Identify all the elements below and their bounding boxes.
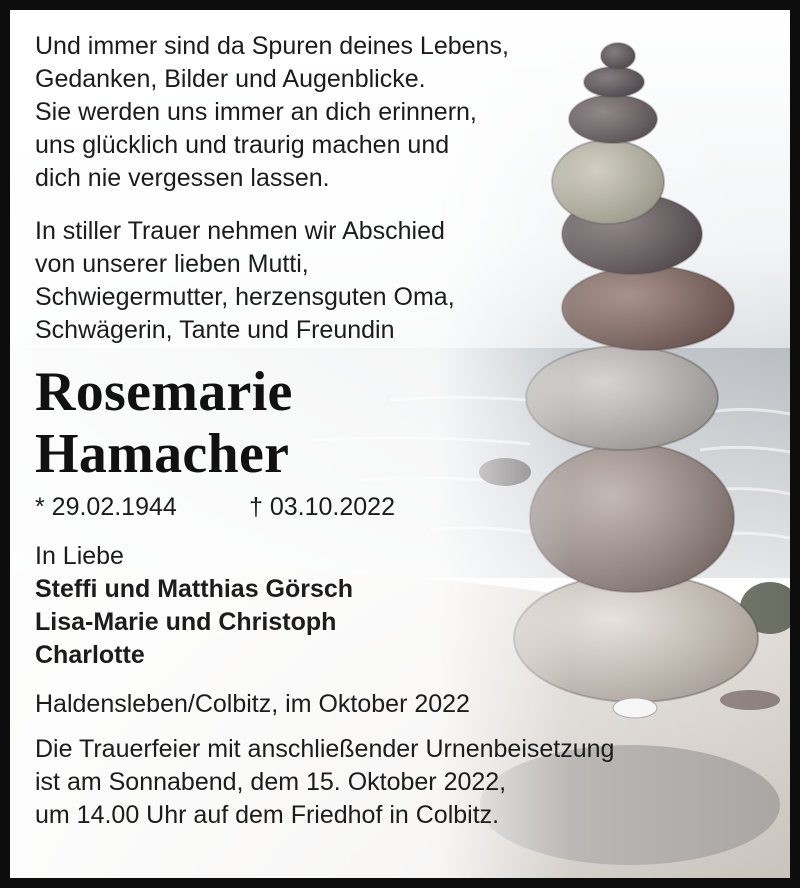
intro-line: von unserer lieben Mutti, — [35, 250, 309, 278]
deceased-name — [35, 361, 755, 485]
poem-line: dich nie vergessen lassen. — [35, 164, 330, 192]
poem-line: Sie werden uns immer an dich erinnern, — [35, 98, 477, 126]
family-intro: In Liebe — [35, 542, 124, 570]
death-date: † 03.10.2022 — [249, 493, 395, 521]
service-line: ist am Sonnabend, dem 15. Oktober 2022, — [35, 768, 507, 796]
intro-line: Schwägerin, Tante und Freundin — [35, 316, 395, 344]
service-line: Die Trauerfeier mit anschließender Urnenbeisetzung — [35, 735, 615, 763]
family-member: Lisa-Marie und Christoph — [35, 608, 337, 636]
place-date-line: Haldensleben/Colbitz, im Oktober 2022 — [35, 690, 470, 718]
last-name: Hamacher — [35, 423, 290, 485]
poem-line: Gedanken, Bilder und Augenblicke. — [35, 65, 426, 93]
family-member: Charlotte — [35, 641, 145, 669]
birth-date: * 29.02.1944 — [35, 493, 177, 521]
farewell-intro — [35, 215, 755, 347]
place-date — [35, 688, 755, 721]
service-line: um 14.00 Uhr auf dem Friedhof in Colbitz. — [35, 801, 500, 829]
notice-text — [35, 30, 755, 832]
first-name: Rosemarie — [35, 361, 293, 423]
poem — [35, 30, 755, 195]
intro-line: Schwiegermutter, herzensguten Oma, — [35, 283, 455, 311]
family-signature — [35, 540, 755, 672]
poem-line: uns glücklich und traurig machen und — [35, 131, 450, 159]
family-member: Steffi und Matthias Görsch — [35, 575, 354, 603]
intro-line: In stiller Trauer nehmen wir Abschied — [35, 217, 445, 245]
poem-line: Und immer sind da Spuren deines Lebens, — [35, 32, 509, 60]
life-dates — [35, 491, 755, 524]
funeral-service-info — [35, 733, 755, 832]
